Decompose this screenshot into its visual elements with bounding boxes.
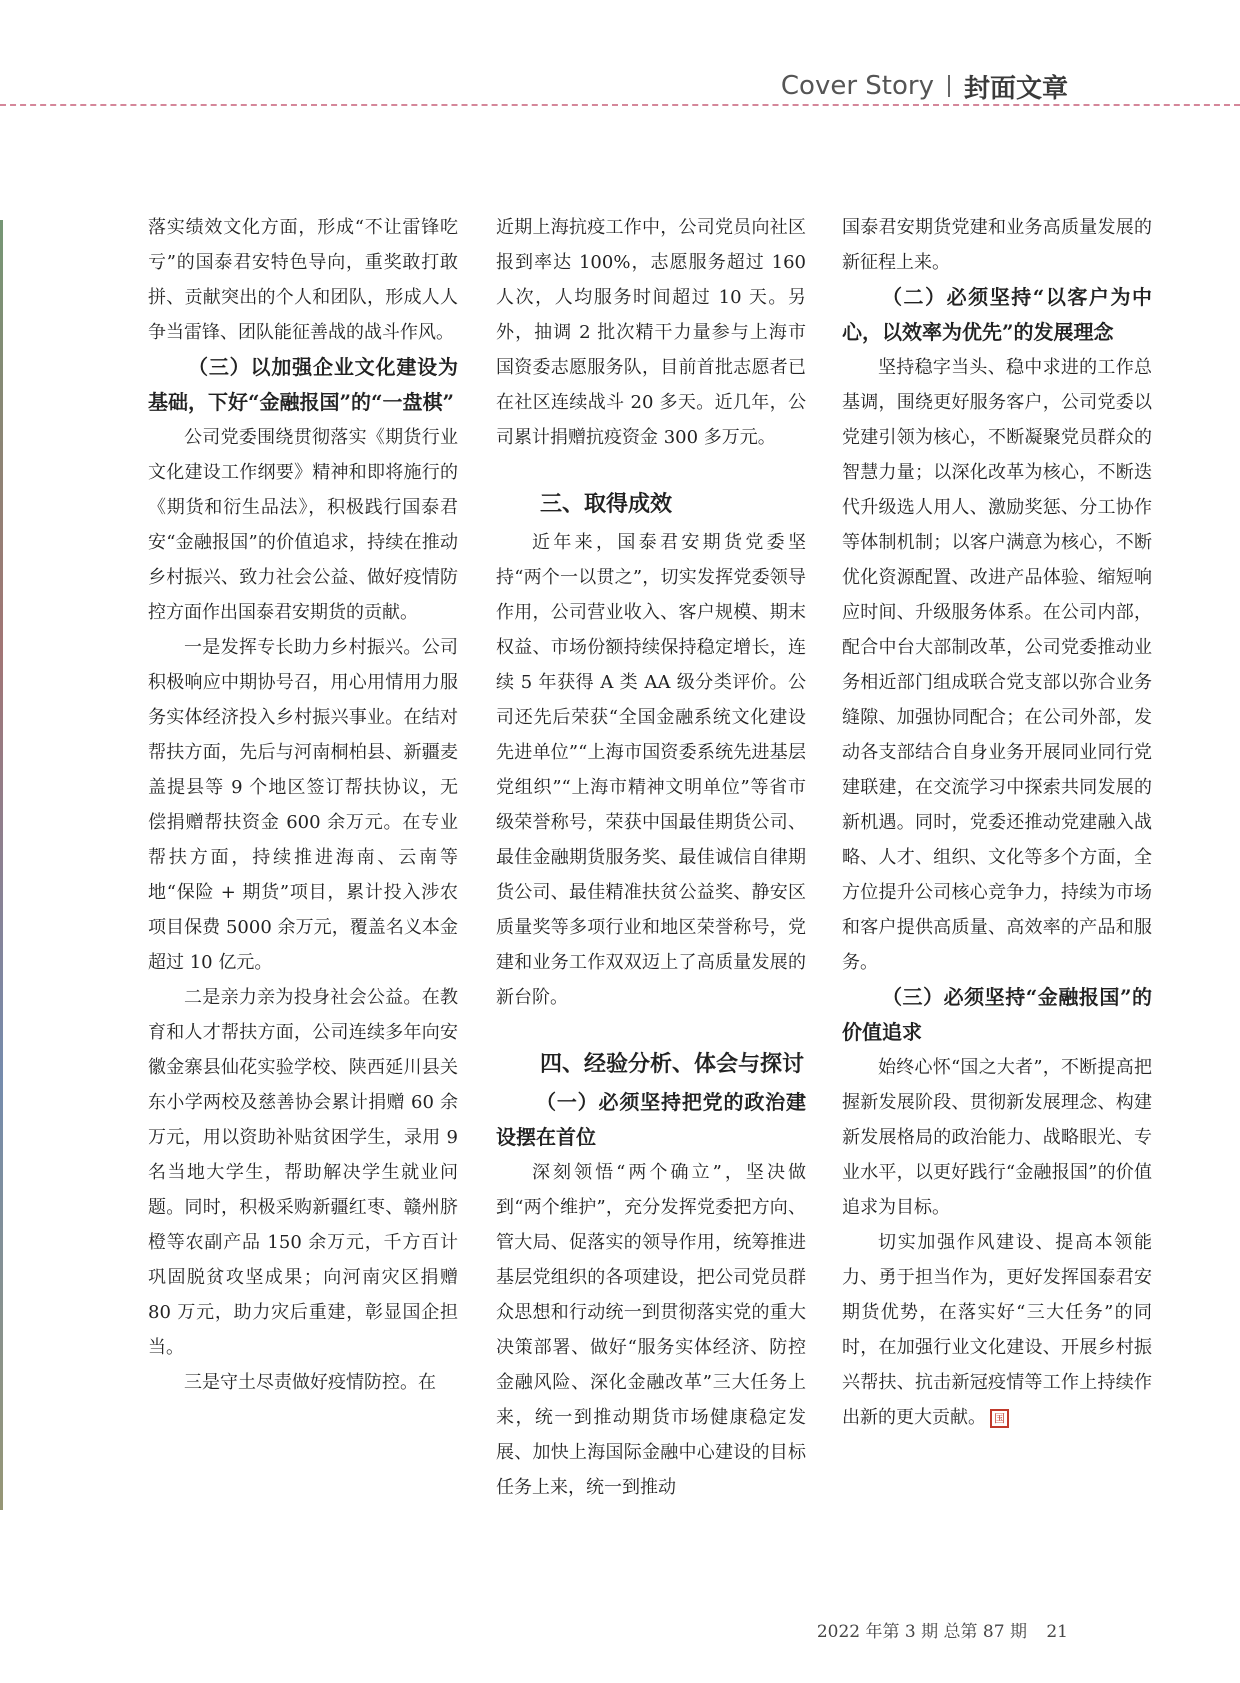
subheading: （二）必须坚持“以客户为中心，以效率为优先”的发展理念: [842, 285, 1152, 344]
column-3: [842, 210, 1152, 1435]
end-mark-icon: 国: [990, 1409, 1009, 1428]
paragraph: 近期上海抗疫工作中，公司党员向社区报到率达 100%，志愿服务超过 160 人次，人均服务时间超过 10 天。另外，抽调 2 批次精干力量参与上海市国资委志愿服务队，目前首批志愿者已在社区连续战斗 20 多天。近几年，公司累计捐赠抗疫资金 300 多万元。: [496, 217, 806, 448]
paragraph: 公司党委围绕贯彻落实《期货行业文化建设工作纲要》精神和即将施行的《期货和衍生品法》，积极践行国泰君安“金融报国”的价值追求，持续在推动乡村振兴、致力社会公益、做好疫情防控方面作出国泰君安期货的贡献。: [148, 427, 458, 623]
subheading: （三）以加强企业文化建设为基础，下好“金融报国”的“一盘棋”: [148, 355, 458, 414]
header-chinese: 封面文章: [963, 73, 1068, 104]
column-2: [496, 210, 806, 1505]
issue-info: 2022 年第 3 期 总第 87 期: [816, 1622, 1027, 1642]
paragraph: 坚持稳字当头、稳中求进的工作总基调，围绕更好服务客户，公司党委以党建引领为核心，不断凝聚党员群众的智慧力量；以深化改革为核心，不断迭代升级选人用人、激励奖惩、分工协作等体制机制；以客户满意为核心，不断优化资源配置、改进产品体验、缩短响应时间、升级服务体系。在公司内部，配合中台大部制改革，公司党委推动业务相近部门组成联合党支部以弥合业务缝隙、加强协同配合；在公司外部，发动各支部结合自身业务开展同业同行党建联建，在交流学习中探索共同发展的新机遇。同时，党委还推动党建融入战略、人才、组织、文化等多个方面，全方位提升公司核心竞争力，持续为市场和客户提供高质量、高效率的产品和服务。: [842, 357, 1152, 973]
paragraph: 近年来，国泰君安期货党委坚持“两个一以贯之”，切实发挥党委领导作用，公司营业收入、客户规模、期末权益、市场份额持续保持稳定增长，连续 5 年获得 A 类 AA 级分类评价。公司还先后荣获“全国金融系统文化建设先进单位”“上海市国资委系统先进基层党组织”“上海市精神文明单位”等省市级荣誉称号，荣获中国最佳期货公司、最佳金融期货服务奖、最佳诚信自律期货公司、最佳精准扶贫公益奖、静安区质量奖等多项行业和地区荣誉称号，党建和业务工作双双迈上了高质量发展的新台阶。: [496, 532, 806, 1008]
subheading: （一）必须坚持把党的政治建设摆在首位: [496, 1090, 806, 1149]
section-heading: 四、经验分析、体会与探讨: [540, 1052, 805, 1077]
paragraph: [842, 1225, 1152, 1435]
paragraph: 国泰君安期货党建和业务高质量发展的新征程上来。: [842, 217, 1152, 273]
page-number: 21: [1046, 1622, 1068, 1642]
subheading: （三）必须坚持“金融报国”的价值追求: [842, 985, 1152, 1044]
paragraph: 二是亲力亲为投身社会公益。在教育和人才帮扶方面，公司连续多年向安徽金寨县仙花实验学校、陕西延川县关东小学两校及慈善协会累计捐赠 60 余万元，用以资助补贴贫困学生，录用 9 名当地大学生，帮助解决学生就业问题。同时，积极采购新疆红枣、赣州脐橙等农副产品 150 余万元，千方百计巩固脱贫攻坚成果；向河南灾区捐赠 80 万元，助力灾后重建，彰显国企担当。: [148, 987, 458, 1358]
paragraph: 深刻领悟“两个确立”，坚决做到“两个维护”，充分发挥党委把方向、管大局、促落实的领导作用，统筹推进基层党组织的各项建设，把公司党员群众思想和行动统一到贯彻落实党的重大决策部署、做好“服务实体经济、防控金融风险、深化金融改革”三大任务上来，统一到推动期货市场健康稳定发展、加快上海国际金融中心建设的目标任务上来，统一到推动: [496, 1162, 806, 1498]
column-1: [148, 210, 458, 1400]
header-english: Cover Story: [780, 71, 934, 101]
paragraph: 始终心怀“国之大者”，不断提高把握新发展阶段、贯彻新发展理念、构建新发展格局的政治能力、战略眼光、专业水平，以更好践行“金融报国”的价值追求为目标。: [842, 1057, 1152, 1218]
section-heading: 三、取得成效: [540, 492, 673, 517]
paragraph-text: 切实加强作风建设、提高本领能力、勇于担当作为，更好发挥国泰君安期货优势，在落实好“三大任务”的同时，在加强行业文化建设、开展乡村振兴帮扶、抗击新冠疫情等工作上持续作出新的更大贡献。: [842, 1232, 1152, 1428]
page-edge-strip: [0, 220, 3, 1510]
paragraph: 落实绩效文化方面，形成“不让雷锋吃亏”的国泰君安特色导向，重奖敢打敢拼、贡献突出的个人和团队，形成人人争当雷锋、团队能征善战的战斗作风。: [148, 217, 458, 343]
paragraph: 一是发挥专长助力乡村振兴。公司积极响应中期协号召，用心用情用力服务实体经济投入乡村振兴事业。在结对帮扶方面，先后与河南桐柏县、新疆麦盖提县等 9 个地区签订帮扶协议，无偿捐赠帮扶资金 600 余万元。在专业帮扶方面，持续推进海南、云南等地“保险 + 期货”项目，累计投入涉农项目保费 5000 余万元，覆盖名义本金超过 10 亿元。: [148, 637, 458, 973]
running-header: [781, 66, 1068, 106]
paragraph: 三是守土尽责做好疫情防控。在: [184, 1372, 436, 1393]
header-divider: [948, 75, 950, 97]
header-dashed-rule: [0, 104, 1240, 106]
page-footer: [817, 1617, 1068, 1642]
